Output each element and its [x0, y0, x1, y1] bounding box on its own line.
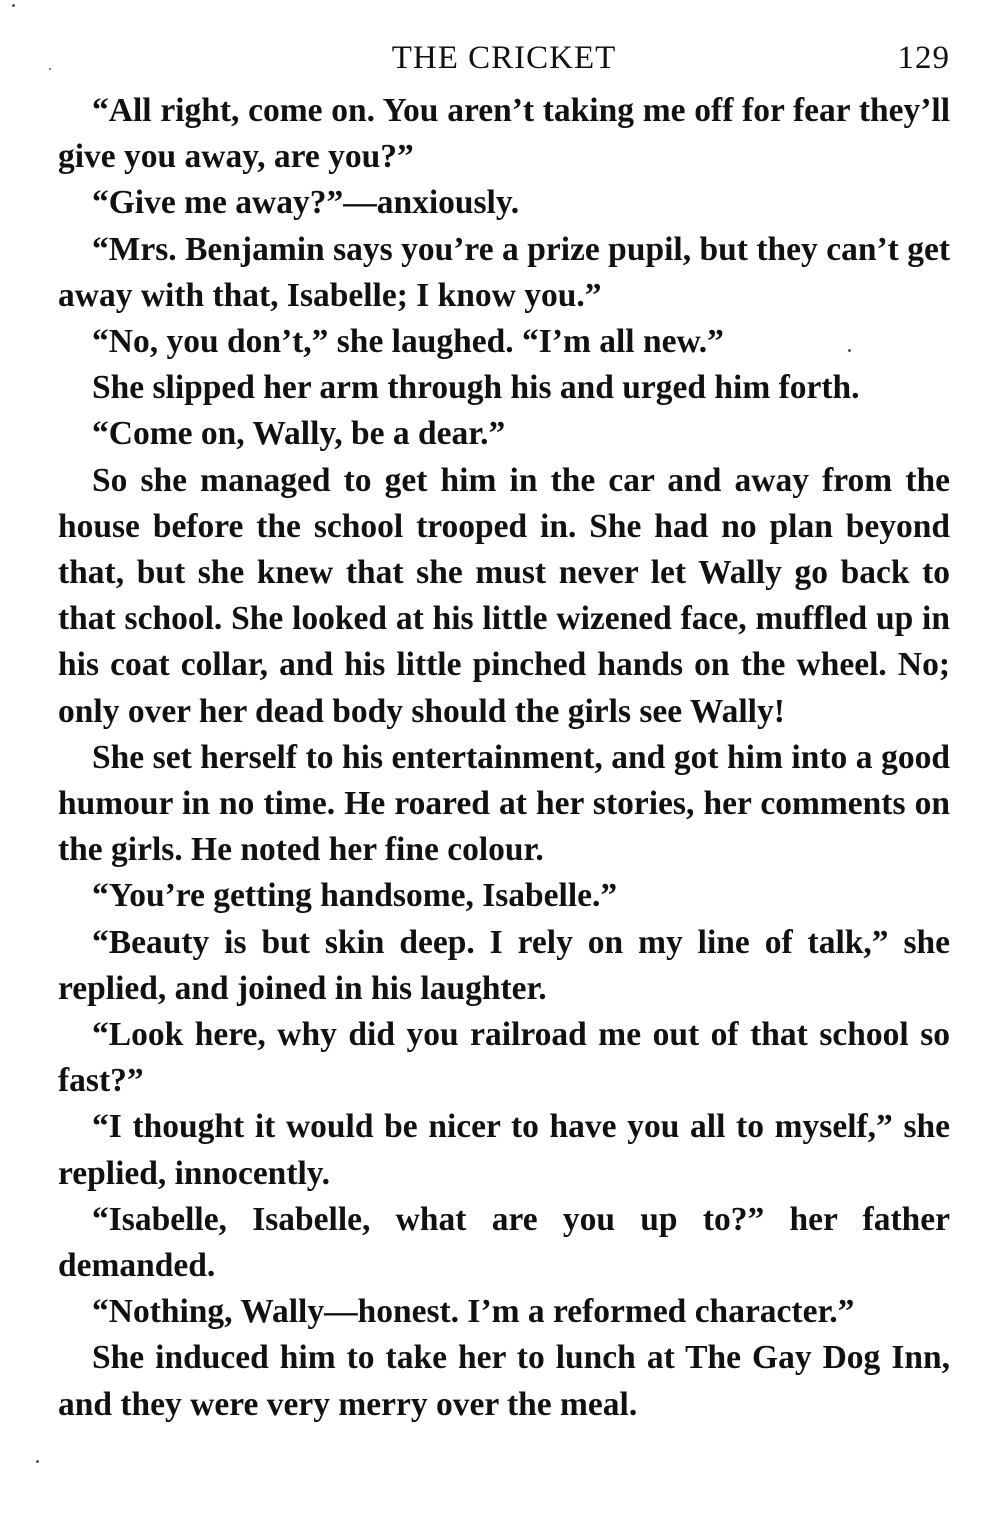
paragraph: “All right, come on. You aren’t taking me off for fear they’ll give you away, are you?”	[58, 92, 950, 176]
scan-speck	[36, 1460, 39, 1463]
paragraph: “Mrs. Benjamin says you’re a prize pupil, but they can’t get away with that, Isabelle; I know you.”	[58, 230, 950, 314]
paragraph: “Beauty is but skin deep. I rely on my line of talk,” she replied, and joined in his laughter.	[58, 923, 950, 1007]
paragraph: “Give me away?”—anxiously.	[92, 184, 520, 222]
paragraph: “I thought it would be nicer to have you all to myself,” she replied, innocently.	[58, 1108, 950, 1192]
paragraph: “Look here, why did you railroad me out of that school so fast?”	[58, 1016, 950, 1100]
running-head	[58, 38, 950, 88]
page-number: 129	[897, 40, 950, 76]
book-page	[58, 38, 950, 1428]
paragraph: “Come on, Wally, be a dear.”	[92, 415, 506, 453]
running-title: THE CRICKET	[391, 40, 617, 76]
paragraph: “No, you don’t,” she laughed. “I’m all new.”	[92, 323, 724, 361]
paragraph: “Isabelle, Isabelle, what are you up to?” her father demanded.	[58, 1200, 950, 1285]
scan-speck	[12, 4, 15, 7]
scan-speck	[49, 68, 51, 70]
paragraph: She induced him to take her to lunch at The Gay Dog Inn, and they were very merry over the meal.	[58, 1339, 950, 1423]
paragraph: So she managed to get him in the car and away from the house before the school trooped in. She had no plan beyond that, but she knew that she must never let Wally go back to that school. She looked at his little wizened face, muffled up in his coat collar, and his little pinched hands on the wheel. No; only over her dead body should the girls see Wally!	[58, 461, 950, 730]
paragraph: She slipped her arm through his and urged him forth.	[92, 369, 860, 407]
body-text	[58, 88, 950, 1428]
paragraph: “Nothing, Wally—honest. I’m a reformed character.”	[92, 1293, 855, 1331]
paragraph: “You’re getting handsome, Isabelle.”	[92, 877, 618, 915]
paragraph: She set herself to his entertainment, and got him into a good humour in no time. He roared at her stories, her comments on the girls. He noted her fine colour.	[58, 738, 950, 869]
